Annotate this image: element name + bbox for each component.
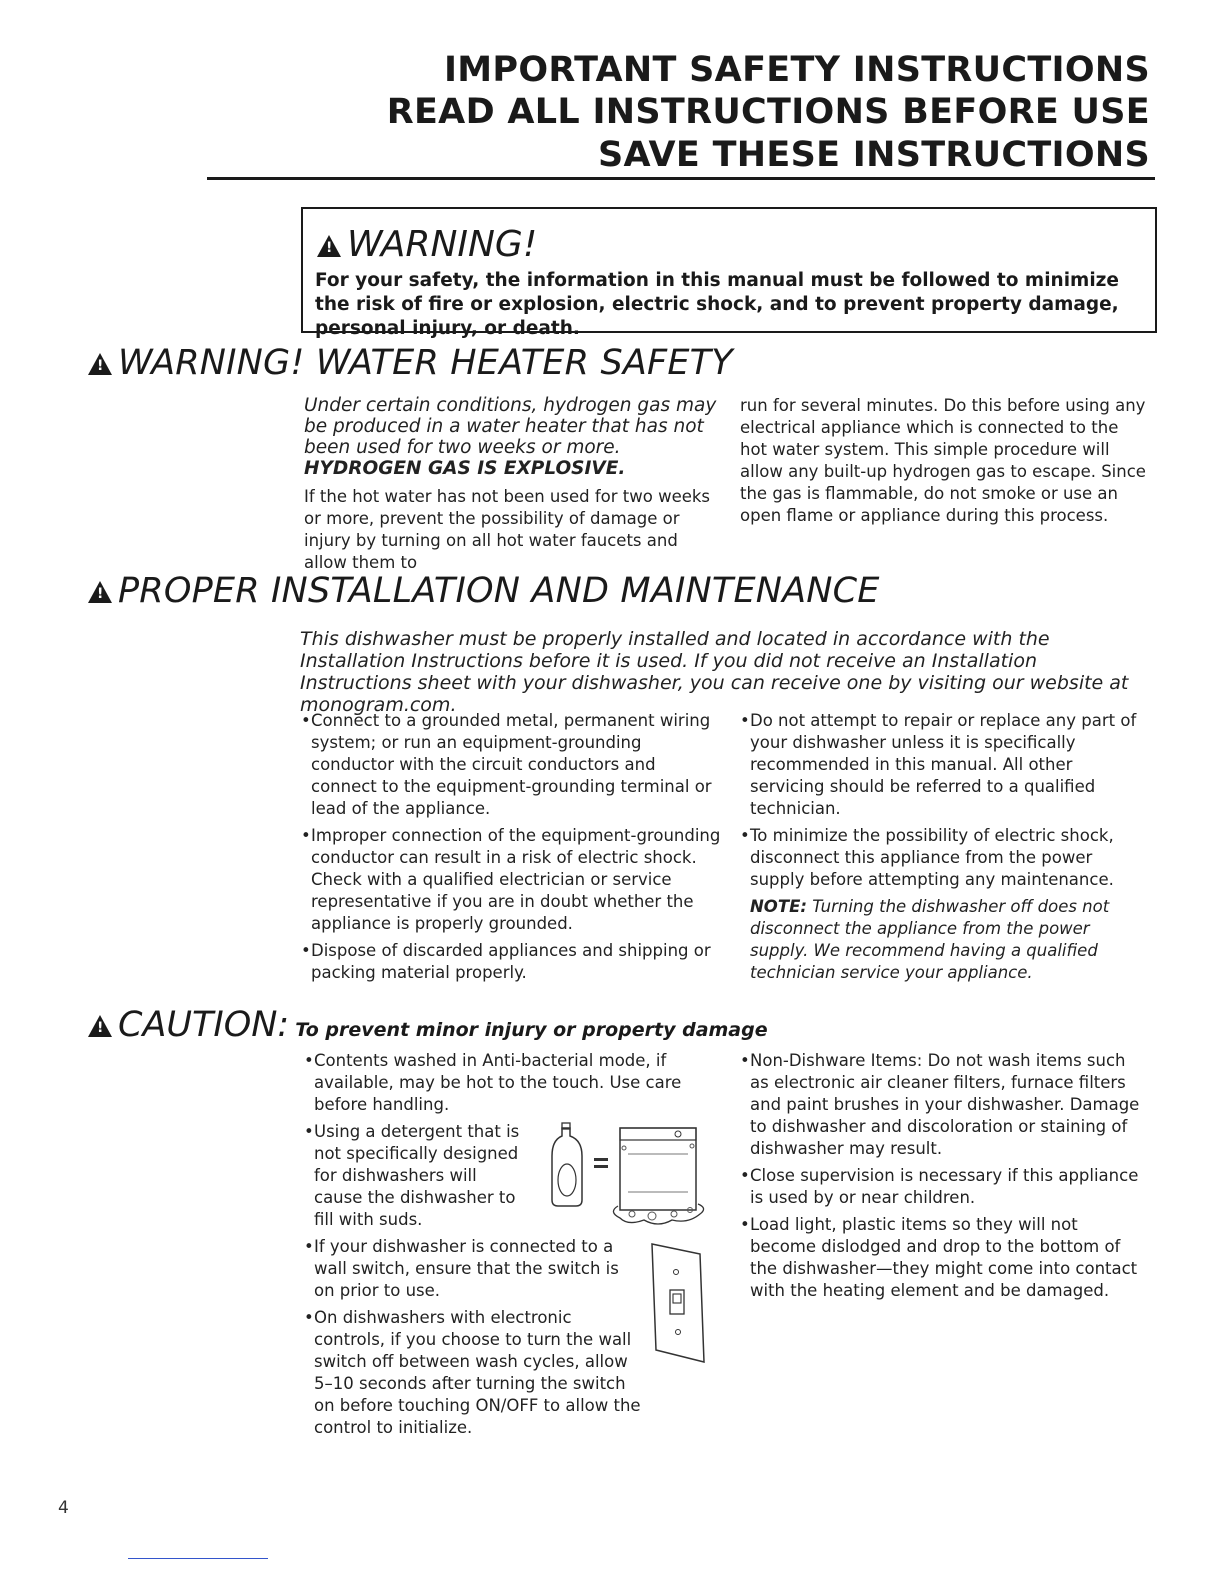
installation-note: NOTE: Turning the dishwasher off does not disconnect the appliance from the power supply. We recommend having a qualified technician service your appliance. [750,897,1110,982]
caution-heading [88,1005,768,1045]
warning-triangle-icon [317,235,341,257]
caution-right-list [740,1050,1140,1307]
caution-subtitle: To prevent minor injury or property damage [295,1019,768,1041]
wall-switch-illustration [648,1240,710,1365]
warning-triangle-icon [88,353,112,375]
installation-lead: This dishwasher must be properly installed and located in accordance with the Installation Instructions before it is used. If you did not receive an Installation Instructions sheet with your dishwasher, you can receive one by visiting our website at monogram.com. [300,628,1129,716]
list-item: • On dishwashers with electronic controls, if you choose to turn the wall switch off between wash cycles, allow 5–10 seconds after turning the switch on before touching ON/OFF to allow the control to initialize. [304,1307,644,1439]
installation-left-list [301,710,721,989]
header-line-3: SAVE THESE INSTRUCTIONS [598,135,1150,175]
list-item: • Non-Dishware Items: Do not wash items such as electronic air cleaner filters, furnace filters and paint brushes in your dishwasher. Damage to dishwasher and discoloration or staining of dishwasher may result. [740,1050,1140,1160]
water-heater-left-column [304,395,724,574]
warning-title: !WARNING! [317,223,537,267]
header-rule [207,177,1155,180]
list-item: • Dispose of discarded appliances and shipping or packing material properly. [301,940,721,984]
list-item: • If your dishwasher is connected to a wall switch, ensure that the switch is on prior to use. [304,1236,639,1302]
detergent-suds-illustration [548,1120,708,1230]
list-item: • To minimize the possibility of electric shock, disconnect this appliance from the power supply before attempting any maintenance. [740,825,1140,891]
water-heater-para-1: If the hot water has not been used for two weeks or more, prevent the possibility of damage or injury by turning on all hot water faucets and allow them to [304,487,711,572]
caution-title: CAUTION: [118,1005,290,1045]
header-line-2: READ ALL INSTRUCTIONS BEFORE USE [386,92,1150,132]
installation-right-list [740,710,1140,984]
page-number: 4 [58,1498,69,1518]
water-heater-lead: Under certain conditions, hydrogen gas may be produced in a water heater that has not been used for two weeks or more. HYDROGEN GAS IS EXPLOSIVE. [304,395,717,479]
header-line-1: IMPORTANT SAFETY INSTRUCTIONS [443,50,1150,90]
list-item: • Improper connection of the equipment-grounding conductor can result in a risk of electric shock. Check with a qualified electrician or service representative if you are in doubt whether the appliance is properly grounded. [301,825,721,935]
warning-box [301,207,1157,339]
list-item: • Do not attempt to repair or replace any part of your dishwasher unless it is specifically recommended in this manual. All other servicing should be referred to a qualified technician. [740,710,1140,820]
water-heater-title: !WARNING! WATER HEATER SAFETY [88,341,733,385]
footer-line [128,1558,268,1559]
list-item: • Using a detergent that is not specifically designed for dishwashers will cause the dishwasher to fill with suds. [304,1121,529,1231]
list-item: • Load light, plastic items so they will not become dislodged and drop to the bottom of the dishwasher—they might come into contact with the heating element and be damaged. [740,1214,1140,1302]
list-item: • Contents washed in Anti-bacterial mode, if available, may be hot to the touch. Use care before handling. [304,1050,694,1116]
installation-title: !PROPER INSTALLATION AND MAINTENANCE [88,569,880,613]
water-heater-para-2: run for several minutes. Do this before using any electrical appliance which is connected to the hot water system. This simple procedure will allow any built-up hydrogen gas to escape. Since the gas is flammable, do not smoke or use an open flame or appliance during this process. [740,396,1146,525]
caution-left-list [304,1050,694,1444]
list-item: • Close supervision is necessary if this appliance is used by or near children. [740,1165,1140,1209]
list-item: • Connect to a grounded metal, permanent wiring system; or run an equipment-grounding conductor with the circuit conductors and connect to the equipment-grounding terminal or lead of the appliance. [301,710,721,820]
warning-triangle-icon [88,1015,112,1037]
warning-body: For your safety, the information in this manual must be followed to minimize the risk of fire or explosion, electric shock, and to prevent property damage, personal injury, or death. [315,270,1119,339]
warning-triangle-icon [88,581,112,603]
